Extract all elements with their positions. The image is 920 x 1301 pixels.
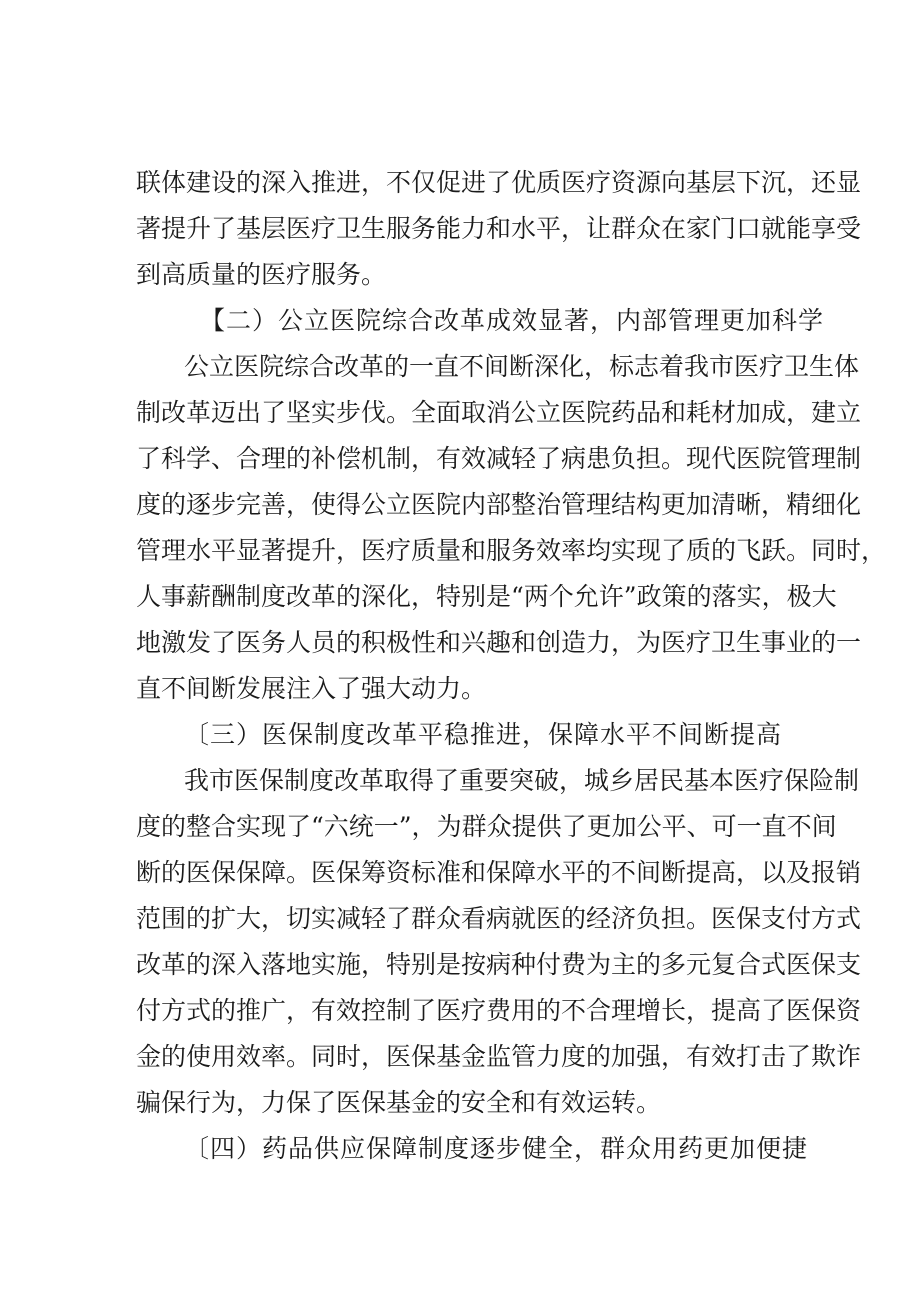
paragraph-line: 金的使用效率。同时，医保基金监管力度的加强，有效打击了欺诈 xyxy=(136,1042,862,1071)
section-heading-3: 〔三）医保制度改革平稳推进，保障水平不间断提高 xyxy=(184,720,783,749)
paragraph-line: 度的逐步完善，使得公立医院内部整治管理结构更加清晰，精细化 xyxy=(136,490,862,519)
paragraph-line: 付方式的推广，有效控制了医疗费用的不合理增长，提高了医保资 xyxy=(136,996,862,1025)
paragraph-line: 范围的扩大，切实减轻了群众看病就医的经济负担。医保支付方式 xyxy=(136,904,862,933)
paragraph-line: 人事薪酬制度改革的深化，特别是“两个允许”政策的落实，极大 xyxy=(136,582,837,611)
paragraph-line: 公立医院综合改革的一直不间断深化，标志着我市医疗卫生体 xyxy=(184,352,860,381)
paragraph-line: 改革的深入落地实施，特别是按病种付费为主的多元复合式医保支 xyxy=(136,950,862,979)
paragraph-line: 地激发了医务人员的积极性和兴趣和创造力，为医疗卫生事业的一 xyxy=(136,628,862,657)
paragraph-line: 骗保行为，力保了医保基金的安全和有效运转。 xyxy=(136,1088,662,1117)
paragraph-line: 管理水平显著提升，医疗质量和服务效率均实现了质的飞跃。同时， xyxy=(136,536,887,565)
paragraph-line: 直不间断发展注入了强大动力。 xyxy=(136,674,487,703)
section-heading-4: 〔四）药品供应保障制度逐步健全，群众用药更加便捷 xyxy=(184,1134,809,1163)
section-heading-2: 【二）公立医院综合改革成效显著，内部管理更加科学 xyxy=(200,306,825,335)
paragraph-line: 联体建设的深入推进，不仅促进了优质医疗资源向基层下沉，还显 xyxy=(136,168,862,197)
paragraph-line: 我市医保制度改革取得了重要突破，城乡居民基本医疗保险制 xyxy=(184,766,860,795)
paragraph-line: 著提升了基层医疗卫生服务能力和水平，让群众在家门口就能享受 xyxy=(136,214,862,243)
paragraph-line: 度的整合实现了“六统一”，为群众提供了更加公平、可一直不间 xyxy=(136,812,837,841)
paragraph-line: 断的医保保障。医保筹资标准和保障水平的不间断提高，以及报销 xyxy=(136,858,862,887)
paragraph-line: 了科学、合理的补偿机制，有效减轻了病患负担。现代医院管理制 xyxy=(136,444,862,473)
paragraph-line: 到高质量的医疗服务。 xyxy=(136,260,387,289)
paragraph-line: 制改革迈出了坚实步伐。全面取消公立医院药品和耗材加成，建立 xyxy=(136,398,862,427)
